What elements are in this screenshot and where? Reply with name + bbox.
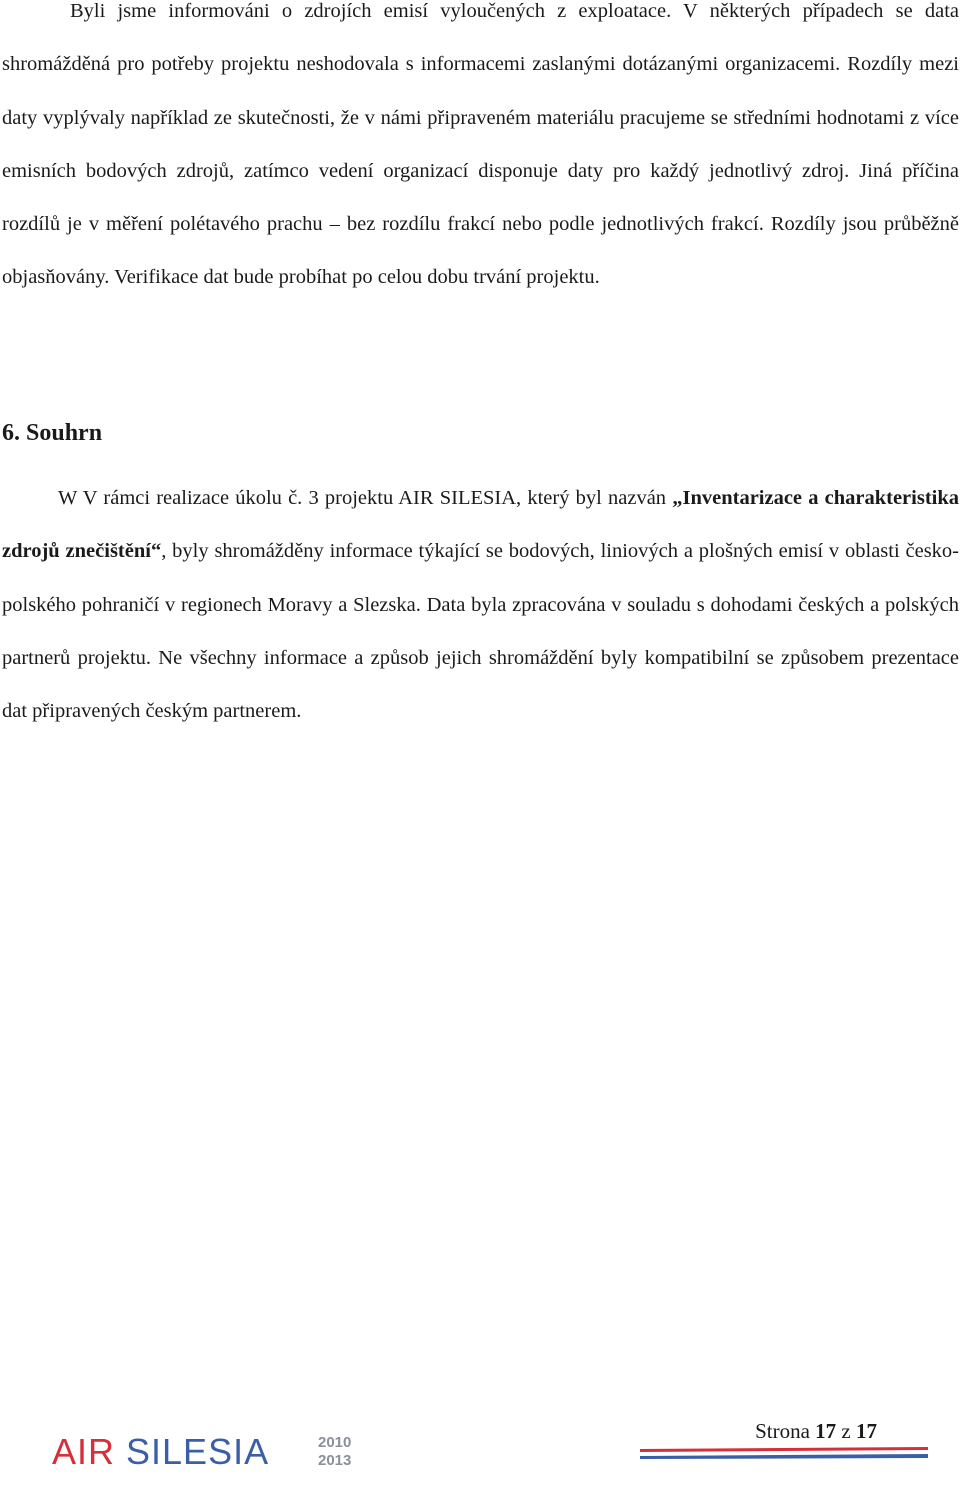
logo-years (318, 1434, 366, 1470)
page-separator: z (836, 1419, 856, 1443)
paragraph-text-part1: W V rámci realizace úkolu č. 3 projektu AIR SILESIA, který byl nazván (58, 487, 673, 509)
logo-wordmark (52, 1430, 269, 1474)
footer-decorative-lines (640, 1447, 928, 1461)
air-silesia-logo (52, 1430, 372, 1482)
page-current: 17 (815, 1419, 837, 1443)
page-number (755, 1419, 877, 1444)
page-total: 17 (856, 1419, 877, 1443)
project-title: „Inventarizace a charakteristika zdrojů znečištění“ (2, 487, 959, 563)
logo-air: AIR (52, 1431, 127, 1472)
section-heading: 6. Souhrn (2, 420, 103, 446)
footer-red-line (640, 1447, 928, 1452)
footer-blue-line (640, 1454, 928, 1459)
paragraph-summary (2, 472, 959, 738)
page-prefix: Strona (755, 1419, 816, 1443)
paragraph-text-part2: , byly shromážděny informace týkající se bodových, liniových a plošných emisí v oblasti česko-polského pohraničí v regionech Moravy a Slezska. Data byla zpracována v souladu s dohodami českých a polských partnerů projektu. Ne všechny informace a způsob jejich shromáždění byly kompatibilní se způsobem prezentace dat připravených českým partnerem. (2, 540, 960, 723)
paragraph-emission-sources (2, 0, 959, 305)
logo-year-end: 2013 (318, 1452, 352, 1469)
logo-year-start: 2010 (318, 1434, 352, 1451)
logo-silesia: SILESIA (126, 1431, 270, 1472)
paragraph-text: Byli jsme informováni o zdrojích emisí vyloučených z exploatace. V některých případech se data shromážděná pro potřeby projektu neshodovala s informacemi zaslanými dotázanými organizacemi. Rozdíly mezi daty vyplývaly například ze skutečnosti, že v námi připraveném materiálu pracujeme se středními hodnotami z více emisních bodových zdrojů, zatímco vedení organizací disponuje daty pro každý jednotlivý zdroj. Jiná příčina rozdílů je v měření polétavého prachu – bez rozdílu frakcí nebo podle jednotlivých frakcí. Rozdíly jsou průběžně objasňovány. Verifikace dat bude probíhat po celou dobu trvání projektu. (2, 0, 959, 289)
